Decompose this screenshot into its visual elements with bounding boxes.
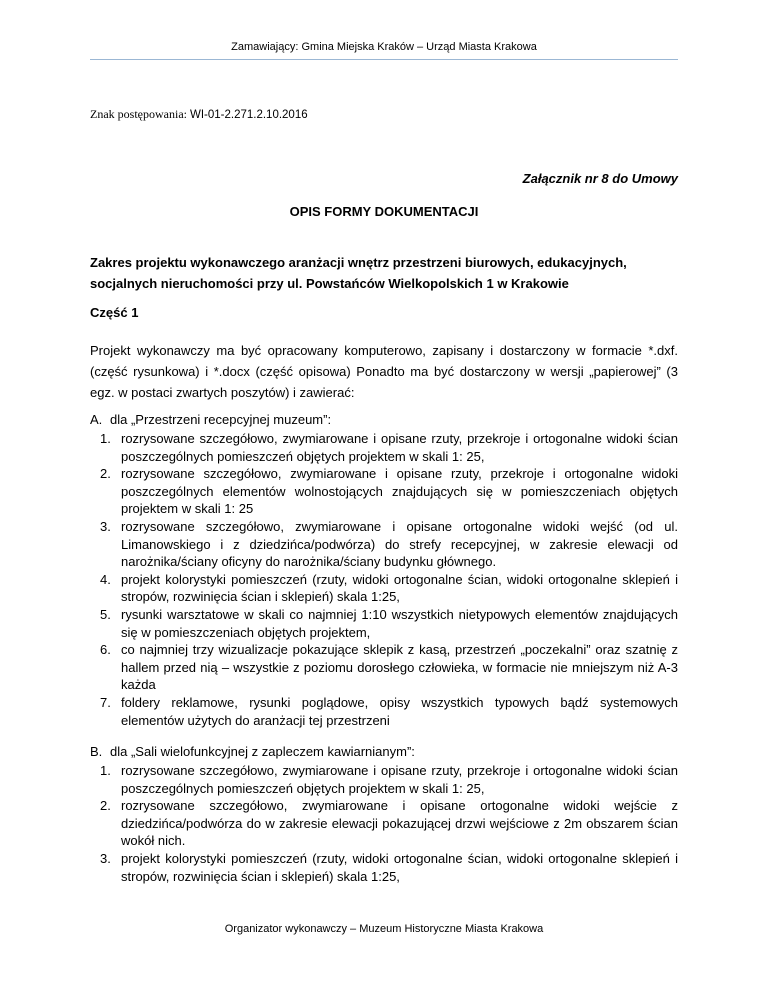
section-a <box>90 410 678 729</box>
item-text: rysunki warsztatowe w skali co najmniej 1:10 wszystkich nietypowych elementów znajdujących się w pomieszczeniach objętych projektem, <box>121 606 678 640</box>
section-b-heading: dla „Sali wielofunkcyjnej z zapleczem kawiarnianym”: <box>110 744 415 759</box>
page-footer: Organizator wykonawczy – Muzeum Historyczne Miasta Krakowa <box>224 923 544 935</box>
item-text: projekt kolorystyki pomieszczeń (rzuty, widoki ortogonalne ścian, widoki ortogonalne sklepień i stropów, rozwinięcia ścian i sklepień) skala 1:25, <box>121 571 678 605</box>
list-item <box>90 694 678 729</box>
list-item <box>90 797 678 850</box>
list-item <box>90 641 678 694</box>
item-text: rozrysowane szczegółowo, zwymiarowane i opisane ortogonalne widoki wejść (od ul. Limanowskiego i z dziedzińca/podwórza) do strefy recepcyjnej, w zakresie elewacji od narożnika/ściany oficyny do narożnika/ściany budynku głównego. <box>121 518 678 570</box>
item-number: 1. <box>100 763 111 778</box>
item-text: co najmniej trzy wizualizacje pokazujące sklepik z kasą, przestrzeń „poczekalni” oraz szatnię z hallem przed nią – wszystkie z poziomu dorosłego człowieka, w formacie nie mniejszym niż A-3 każda <box>121 642 678 693</box>
intro-paragraph: Projekt wykonawczy ma być opracowany komputerowo, zapisany i dostarczony w formacie *.dxf. (część rysunkowa) i *.docx (część opisowa) Ponadto ma być dostarczony w wersji „papierowej” (3 egz. w postaci zwartych poszytów) i zawierać: <box>90 343 678 400</box>
reference-number: WI-01-2.271.2.10.2016 <box>189 109 308 121</box>
list-item <box>90 571 678 606</box>
section-b <box>90 742 678 885</box>
header-divider <box>90 59 678 60</box>
section-a-list <box>90 430 678 729</box>
item-text: rozrysowane szczegółowo, zwymiarowane i opisane rzuty, przekroje i ortogonalne widoki ścian poszczególnych pomieszczeń objętych projektem w skali 1: 25, <box>121 763 678 796</box>
item-number: 2. <box>100 798 111 814</box>
item-text: projekt kolorystyki pomieszczeń (rzuty, widoki ortogonalne ścian, widoki ortogonalne sklepień i stropów, rozwinięcia ścian i sklepień) skala 1:25, <box>121 850 678 884</box>
item-number: 6. <box>100 642 111 658</box>
page-header: Zamawiający: Gmina Miejska Kraków – Urząd Miasta Krakowa <box>231 41 537 53</box>
list-item <box>90 465 678 518</box>
item-number: 1. <box>100 431 111 446</box>
item-text: rozrysowane szczegółowo, zwymiarowane i opisane rzuty, przekroje i ortogonalne widoki ścian poszczególnych pomieszczeń objętych projektem w skali 1: 25, <box>121 431 678 464</box>
list-item <box>90 850 678 885</box>
list-item <box>90 518 678 571</box>
annex-label: Załącznik nr 8 do Umowy <box>522 171 678 186</box>
section-b-title <box>90 742 678 762</box>
section-a-heading: dla „Przestrzeni recepcyjnej muzeum”: <box>110 412 332 427</box>
item-number: 4. <box>100 571 111 587</box>
list-item <box>90 430 678 465</box>
section-a-letter: A. <box>90 412 103 427</box>
item-text: rozrysowane szczegółowo, zwymiarowane i opisane rzuty, przekroje i ortogonalne widoki poszczególnych elementów wolnostojących znajdujących się w pomieszczeniach objętych projektem w skali 1: 25 <box>121 466 678 517</box>
list-item <box>90 762 678 797</box>
document-title: OPIS FORMY DOKUMENTACJI <box>289 204 479 219</box>
section-a-title <box>90 410 678 430</box>
section-b-letter: B. <box>90 744 103 759</box>
section-b-list <box>90 762 678 885</box>
procurement-reference <box>90 107 308 122</box>
item-number: 7. <box>100 694 111 710</box>
item-number: 3. <box>100 518 111 534</box>
reference-label: Znak postępowania: <box>90 107 187 121</box>
part-heading: Część 1 <box>90 305 139 320</box>
item-number: 5. <box>100 606 111 622</box>
list-item <box>90 606 678 641</box>
item-text: rozrysowane szczegółowo, zwymiarowane i opisane ortogonalne widoki wejście z dziedzińca/podwórza do w zakresie elewacji pokazującej drzwi wejściowe z 2m obszarem ścian wokół nich. <box>121 798 678 849</box>
item-number: 2. <box>100 466 111 482</box>
item-text: foldery reklamowe, rysunki poglądowe, opisy wszystkich typowych bądź systemowych elementów użytych do aranżacji tej przestrzeni <box>121 694 678 728</box>
project-scope: Zakres projektu wykonawczego aranżacji wnętrz przestrzeni biurowych, edukacyjnych, socjalnych nieruchomości przy ul. Powstańców Wielkopolskich 1 w Krakowie <box>90 255 627 291</box>
item-number: 3. <box>100 850 111 866</box>
